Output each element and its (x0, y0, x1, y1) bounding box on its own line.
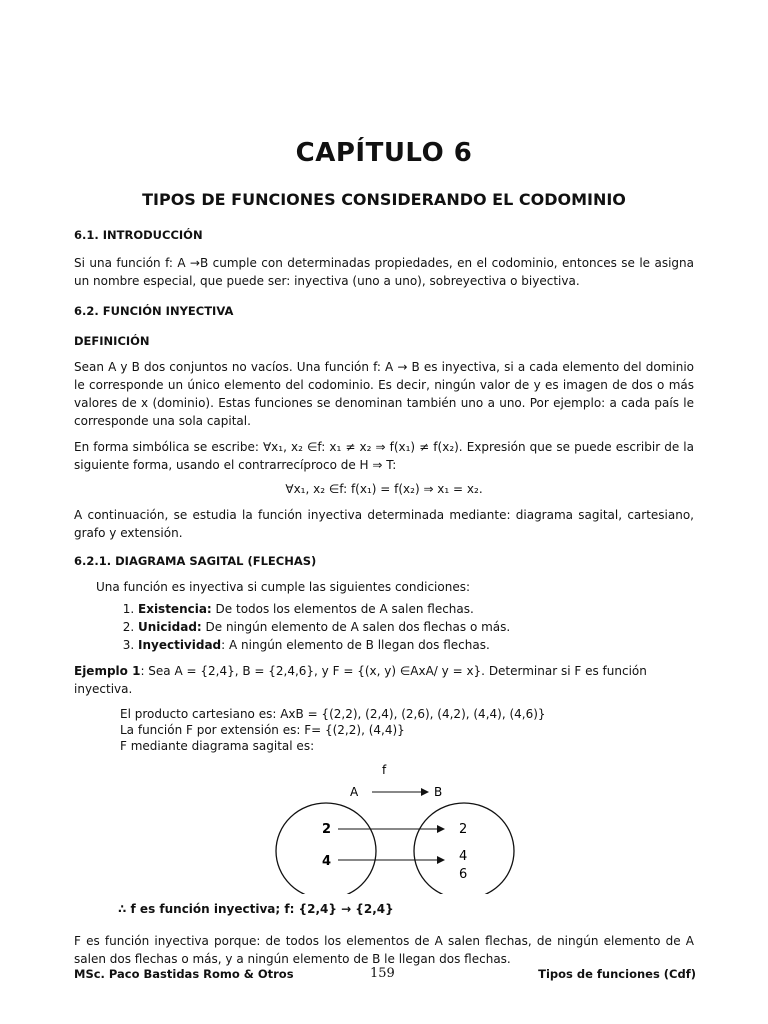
closing-paragraph: F es función inyectiva porque: de todos los elementos de A salen flechas, de ningún elemento de A salen dos flechas o más, y a ningún elemento de B le llegan dos flechas. (74, 934, 694, 966)
intro-paragraph: Si una función f: A →B cumple con determinadas propiedades, en el codominio, entonces se le asigna un nombre especial, que puede ser: inyectiva (uno a uno), sobreyectiva o biyectiva. (74, 256, 694, 288)
footer-author: MSc. Paco Bastidas Romo & Otros (74, 967, 294, 981)
element-b-4: 4 (459, 849, 468, 864)
cartesian-product-line: El producto cartesiano es: AxB = {(2,2), (2,4), (2,6), (4,2), (4,4), (4,6)} (120, 707, 546, 721)
list-item: 1. Existencia: De todos los elementos de A salen flechas. (138, 600, 694, 618)
function-label: f (382, 763, 387, 777)
element-b-2: 2 (459, 822, 468, 837)
section-heading-6-2: 6.2. FUNCIÓN INYECTIVA (74, 304, 234, 318)
sagittal-diagram (74, 754, 694, 894)
list-item: 2. Unicidad: De ningún elemento de A salen dos flechas o más. (138, 618, 694, 636)
conditions-intro: Una función es inyectiva si cumple las siguientes condiciones: (96, 580, 470, 594)
set-a-label: A (350, 785, 359, 799)
extension-line: La función F por extensión es: F= {(2,2), (4,4)} (120, 723, 405, 737)
definition-paragraph: Sean A y B dos conjuntos no vacíos. Una función f: A → B es inyectiva, si a cada elemento del dominio le corresponde un único elemento del codominio. Es decir, ningún valor de y es imagen de dos o más valores de x (dominio). Estas funciones se denominan también uno a uno. Por ejemplo: a cada país le corresponde una sola capital. (74, 360, 694, 428)
conditions-list (74, 600, 694, 654)
symbolic-paragraph: En forma simbólica se escribe: ∀x₁, x₂ ∈f: x₁ ≠ x₂ ⇒ f(x₁) ≠ f(x₂). Expresión que se puede escribir de la siguiente forma, usando el contrarrecíproco de H ⇒ T: (74, 440, 694, 472)
definition-heading: DEFINICIÓN (74, 334, 150, 348)
sagittal-intro-line: F mediante diagrama sagital es: (120, 739, 315, 753)
set-a-circle (276, 803, 376, 894)
footer-section: Tipos de funciones (Cdf) (538, 967, 696, 981)
formula: ∀x₁, x₂ ∈f: f(x₁) = f(x₂) ⇒ x₁ = x₂. (285, 482, 483, 496)
diagram-svg (74, 754, 694, 894)
methods-paragraph: A continuación, se estudia la función inyectiva determinada mediante: diagrama sagital, cartesiano, grafo y extensión. (74, 508, 694, 540)
chapter-title: CAPÍTULO 6 (295, 138, 473, 168)
main-content (74, 226, 694, 968)
set-b-label: B (434, 785, 443, 799)
example-statement: Ejemplo 1: Sea A = {2,4}, B = {2,4,6}, y F = {(x, y) ∈AxA/ y = x}. Determinar si F es función inyectiva. (74, 664, 647, 696)
conclusion: ∴ f es función inyectiva; f: {2,4} → {2,4} (118, 902, 394, 916)
list-item: 3. Inyectividad: A ningún elemento de B llegan dos flechas. (138, 636, 694, 654)
element-b-6: 6 (459, 867, 468, 882)
element-a-4: 4 (322, 854, 332, 869)
section-heading-6-1: 6.1. INTRODUCCIÓN (74, 228, 203, 242)
page-number: 159 (370, 966, 395, 981)
section-heading-6-2-1: 6.2.1. DIAGRAMA SAGITAL (FLECHAS) (74, 554, 317, 568)
element-a-2: 2 (322, 822, 332, 837)
chapter-subtitle: TIPOS DE FUNCIONES CONSIDERANDO EL CODOMINIO (142, 190, 626, 209)
example-block (74, 706, 694, 754)
